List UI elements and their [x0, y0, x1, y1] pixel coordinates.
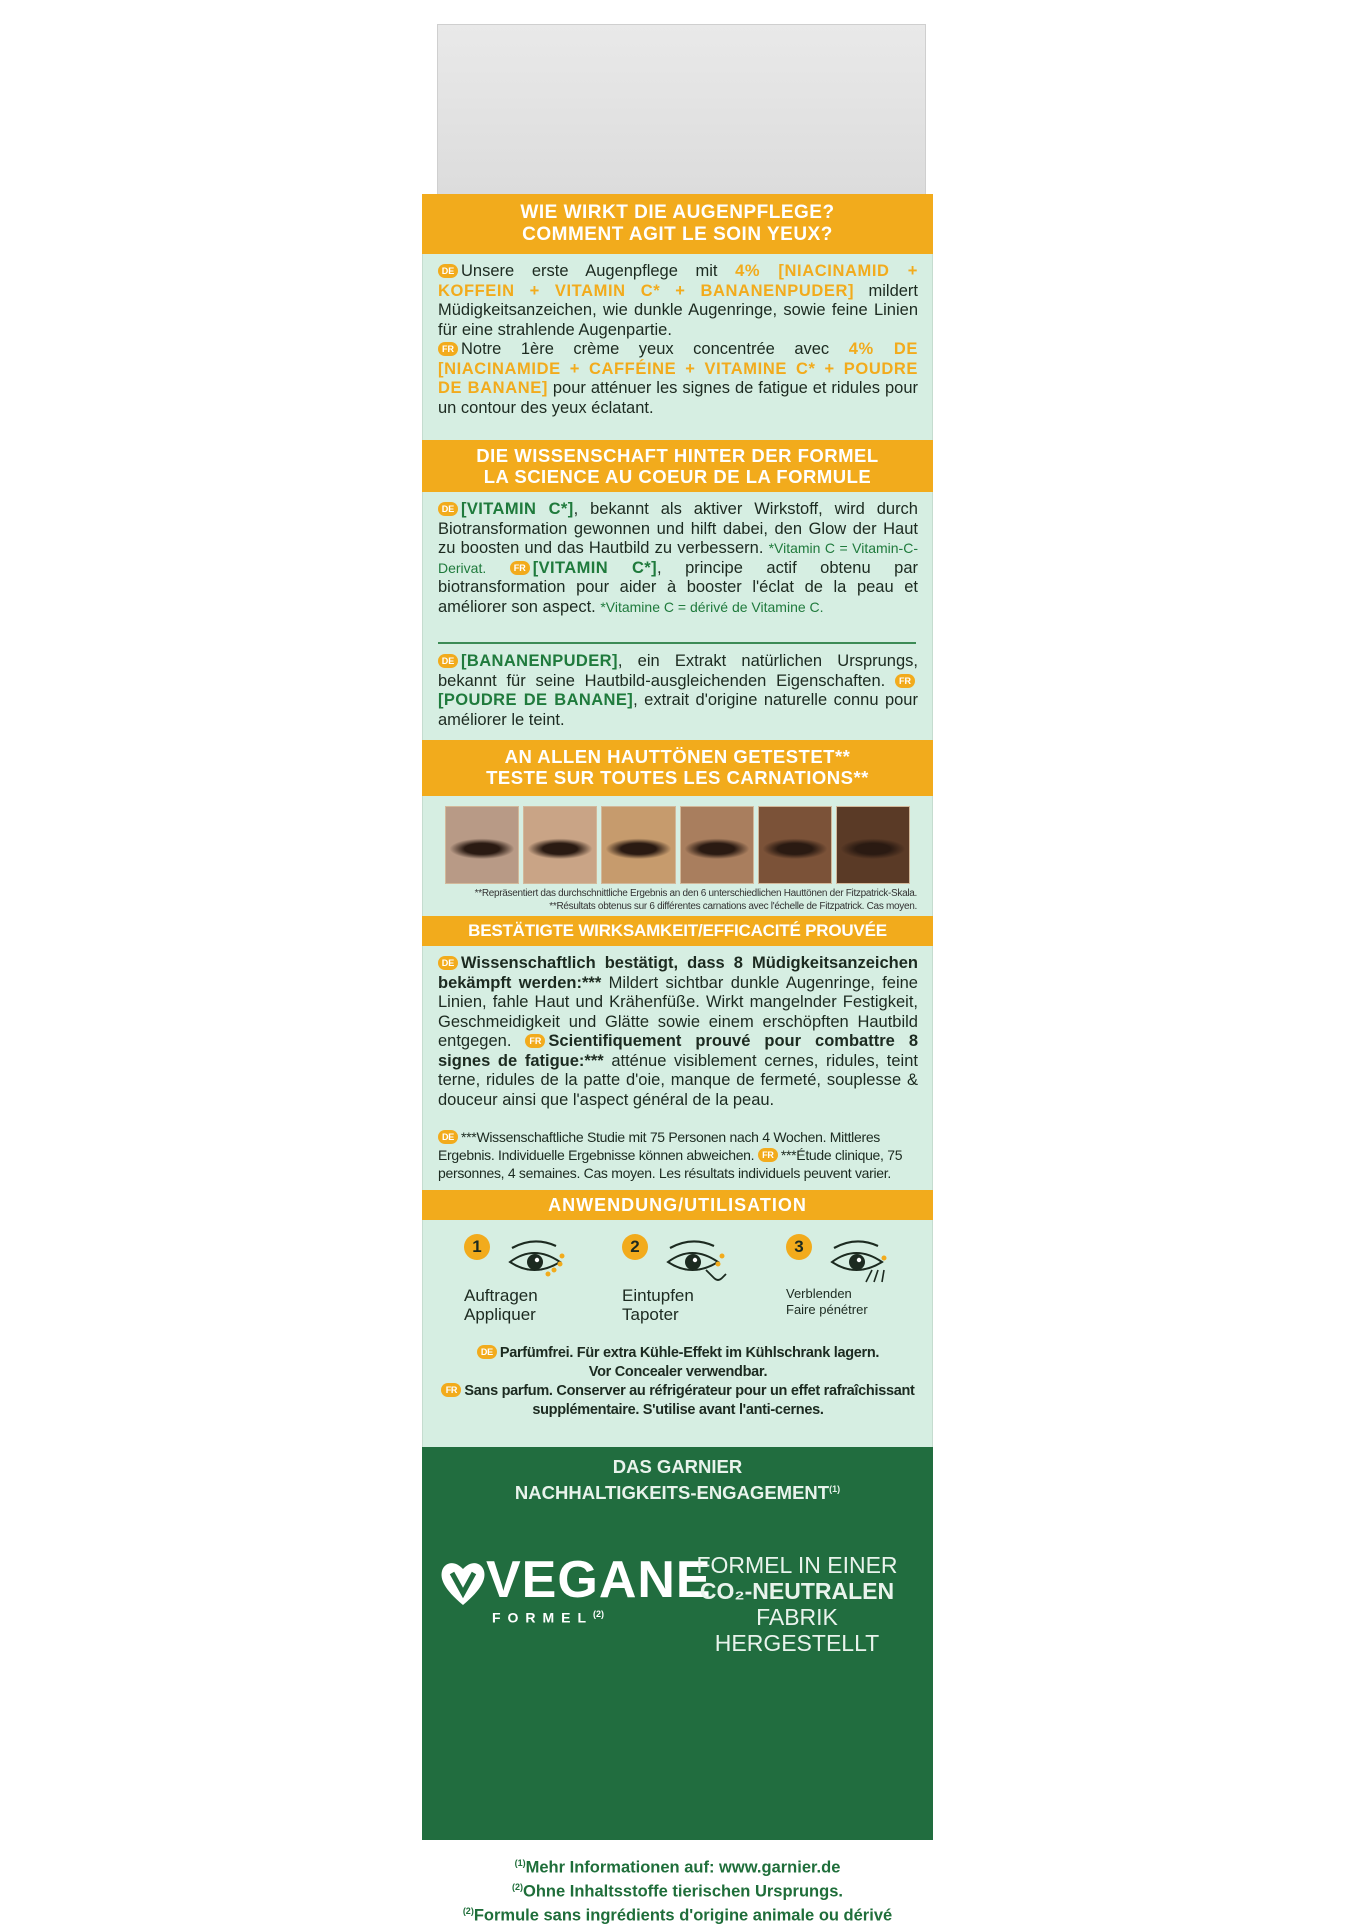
- banana-powder-text: DE [BANANENPUDER], ein Extrakt natürlichen Ursprungs, bekannt für seine Hautbild-ausgleichenden Eigenschaften. FR[POUDRE DE BANANE], extrait d'origine naturelle connu pour améliorer le teint.: [438, 652, 918, 729]
- how-it-works-text: DE Unsere erste Augenpflege mit 4% [NIACINAMID + KOFFEIN + VITAMIN C* + BANANENPUDER] mildert Müdigkeitsanzeichen, wie dunkle Augenringe, sowie feine Linien für eine strahlende Augenpartie. FR Notre 1ère crème yeux concentrée avec 4% DE [NIACINAMIDE + CAFFÉINE + VITAMINE C* + POUDRE DE BANANE] pour atténuer les signes de fatigue et ridules pour un contour des yeux éclatant.: [438, 262, 919, 417]
- de-badge: DE: [438, 264, 458, 278]
- skin-tone-note-fr: **Résultats obtenus sur 6 différentes carnations avec l'échelle de Fitzpatrick. Cas moyen.: [549, 901, 917, 912]
- efficacy-text: DE Wissenschaftlich bestätigt, dass 8 Müdigkeitsanzeichen bekämpft werden:*** Mildert sichtbar dunkle Augenringe, feine Linien, fahle Haut und Krähenfüße. Wirkt mangelnder Festigkeit, Geschmeidigkeit und Glätte sowie einem erschöpften Hautbild entgegen. FR Scientifiquement prouvé pour combattre 8 signes de fatigue:*** atténue visiblement cernes, ridules, teint terne, ridules de la patte d'oie, manque de fermeté, souplesse & douceur ainsi que l'aspect général de la peau.: [438, 954, 918, 1109]
- fr-badge: FR: [438, 342, 458, 356]
- skin-tone-photo: [680, 806, 754, 884]
- study-note: DE ***Wissenschaftliche Studie mit 75 Personen nach 4 Wochen. Mittleres Ergebnis. Individuelle Ergebnisse können abweichen. FR ***Étude clinique, 75 personnes, 4 semaines. Cas moyen. Les résultats individuels peuvent varier.: [438, 1129, 903, 1181]
- skin-tone-photo: [601, 806, 675, 884]
- eye-icon: [504, 1234, 574, 1284]
- skin-tone-photos: [445, 806, 910, 882]
- skin-tone-photo: [523, 806, 597, 884]
- usage-notes: DE Parfümfrei. Für extra Kühle-Effekt im Kühlschrank lagern. Vor Concealer verwendbar. FR Sans parfum. Conserver au réfrigérateur pour un effet rafraîchissant supplémentaire. S'utilise avant l'anti-cernes.: [438, 1344, 918, 1420]
- skin-tone-photo: [445, 806, 519, 884]
- section-efficacy-header: BESTÄTIGTE WIRKSAMKEIT/EFFICACITÉ PROUVÉE: [422, 916, 933, 946]
- skin-tone-photo: [836, 806, 910, 884]
- section-usage-header: ANWENDUNG/UTILISATION: [422, 1190, 933, 1220]
- section-skin-tones-header: AN ALLEN HAUTTÖNEN GETESTET** TESTE SUR TOUTES LES CARNATIONS**: [422, 740, 933, 796]
- vegan-formula-logo: VEGANE FORMEL$^{(2)}$: [438, 1553, 658, 1626]
- skin-tone-photo: [758, 806, 832, 884]
- eye-blend-icon: [826, 1234, 896, 1284]
- header-fr: COMMENT AGIT LE SOIN YEUX?: [522, 224, 833, 245]
- divider: [438, 642, 916, 644]
- section-how-it-works-header: [422, 194, 933, 254]
- heart-icon: [438, 1555, 488, 1609]
- sustainability-title: DAS GARNIER NACHHALTIGKEITS-ENGAGEMENT$^{(1)}$: [514, 1456, 841, 1504]
- skin-tone-note-de: **Repräsentiert das durchschnittliche Ergebnis an den 6 unterschiedlichen Hauttönen der Fitzpatrick-Skala.: [474, 888, 917, 899]
- footnotes: $^{(1)}$Mehr Informationen auf: www.garnier.de $^{(2)}$Ohne Inhaltsstoffe tierischen Ursprungs. $^{(2)}$Formule sans ingrédients d'origine animale ou dérivé: [462, 1858, 893, 1925]
- eye-tap-icon: [662, 1234, 732, 1284]
- sustainability-block: [422, 1447, 933, 1840]
- header-de: WIE WIRKT DIE AUGENPFLEGE?: [520, 202, 835, 223]
- vitamin-c-text: DE [VITAMIN C*], bekannt als aktiver Wirkstoff, wird durch Biotransformation gewonnen und hilft dabei, den Glow der Haut zu boosten und das Hautbild zu verbessern. *Vitamin C = Vitamin-C-Derivat. FR [VITAMIN C*], principe actif obtenu par biotransformation pour aider à booster l'éclat de la peau et améliorer son aspect. *Vitamine C = dérivé de Vitamine C.: [438, 500, 918, 616]
- box-top-flap: [437, 24, 926, 195]
- co2-neutral-claim: FORMEL IN EINER CO₂-NEUTRALEN FABRIK HERGESTELLT: [696, 1552, 898, 1656]
- package-panel: WIE WIRKT DIE AUGENPFLEGE? COMMENT AGIT LE SOIN YEUX? DE Unsere erste Augenpflege mit 4% [NIACINAMID + KOFFEIN + VITAMIN C* + BANANENPUDER] mildert Müdigkeitsanzeichen, wie dunkle Augenringe, sowie feine Linien für eine strahlende Augenpartie. FR Notre 1ère crème yeux concentrée avec 4% DE [NIACINAMIDE + CAFFÉINE + VITAMINE C* + POUDRE DE BANANE] pour atténuer les signes de fatigue et ridules pour un contour des yeux éclatant. DIE WISSENSCHAFT HINTER DER FORMEL LA SCIENCE AU COEUR DE LA FORMULE DE [VITAMIN C*], bekannt als aktiver Wirkstoff, wird durch Biotransformation gewonnen und hilft dabei, den Glow der Haut zu boosten und das Hautbild zu verbessern. *Vitamin C = Vitamin-C-Derivat. FR [VITAMIN C*], principe actif obtenu par biotransformation pour aider à booster l'éclat de la peau et améliorer son aspect. *Vitamine C = dérivé de Vitamine C. DE [BANANENPUDER], ein Extrakt natürlichen Ursprungs, bekannt für seine Hautbild-ausgleichenden Eigenschaften. FR[POUDRE DE BANANE], extrait d'origine naturelle connu pour améliorer le teint. AN ALLEN HAUTTÖNEN GETESTET** TESTE SUR TOUTES LES CARNATIONS** **Repräsentiert das durchschnittliche Ergebnis an den 6 unterschiedlichen Hauttönen der Fitzpatrick-Skala. **Résultats obtenus sur 6 différentes carnations avec l'échelle de Fitzpatrick. Cas moyen. BESTÄTIGTE WIRKSAMKEIT/EFFICACITÉ PROUVÉE DE Wissenschaftlich bestätigt, dass 8 Müdigkeitsanzeichen bekämpft werden:*** Mildert sichtbar dunkle Augenringe, feine Linien, fahle Haut und Krähenfüße. Wirkt mangelnder Festigkeit, Geschmeidigkeit und Glätte sowie einem erschöpften Hautbild entgegen. FR Scientifiquement prouvé pour combattre 8 signes de fatigue:*** atténue visiblement cernes, ridules, teint terne, ridules de la patte d'oie, manque de fermeté, souplesse & douceur ainsi que l'aspect général de la peau. DE ***Wissenschaftliche Studie mit 75 Personen nach 4 Wochen. Mittleres Ergebnis. Individuelle Ergebnisse können abweichen. FR ***Étude clinique, 75 personnes, 4 semaines. Cas moyen. Les résultats individuels peuvent varier. ANWENDUNG/UTILISATION 1 Auftragen Appliquer 2 Eintupfen Tapoter 3 Verblenden Faire pénétrer DE Parfümfrei. Für extra Kühle-Effekt im Kühlschrank lagern. Vor Concealer verwendbar. FR Sans parfum. Conserver au réfrigérateur pour un effet rafraîchissant supplémentaire. S'utilise avant l'anti-cernes. DAS GARNIER NACHHALTIGKEITS-ENGAGEMENT$^{(1)}$ VEGANE FORMEL$^{(2)}$ FORMEL IN EINER CO₂-NEUTRALEN FABRIK HERGESTELLT $^{(1)}$Mehr Informationen auf: www.garnier.de $^{(2)}$Ohne Inhaltsstoffe tierischen Ursprungs. $^{(2)}$Formule sans ingrédients d'origine animale ou dérivé: [422, 194, 933, 1782]
- section-science-header: DIE WISSENSCHAFT HINTER DER FORMEL LA SCIENCE AU COEUR DE LA FORMULE: [422, 440, 933, 492]
